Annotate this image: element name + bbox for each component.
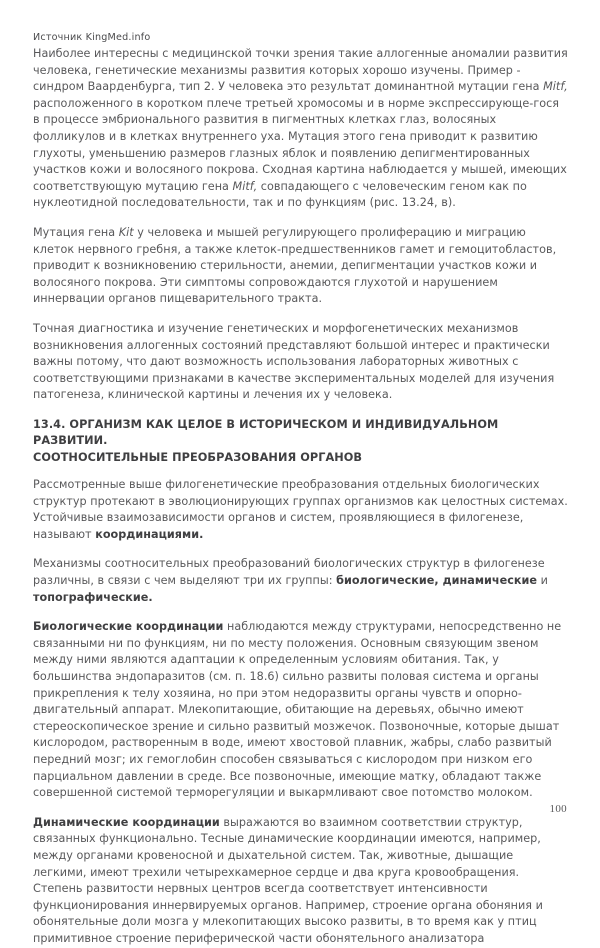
paragraph	[33, 527, 568, 544]
page-number: 100	[549, 803, 567, 815]
text-run: выражаются во взаимном соответствии структур, связанных функционально. Тесные динамические координации имеются, например, между органами кровеносной и дыхательной систем. Так, животные, дышащие легкими, имеют трехили четырехкамерное сердце и два круга кровообращения. Степень развитости нервных центров всегда соответствует интенсивности функционирования иннервируемых органов. Например, строение органа обоняния и обонятельные доли мозга у млекопитающих высоко развиты, в то время как у птиц примитивное строение периферической части обонятельного анализатора	[33, 815, 543, 945]
text-run: Наиболее интересны с медицинской точки зрения такие аллогенные аномалии развития человека, генетические механизмы развития которых хорошо изучены. Пример - синдром Ваарденбурга, тип 2. У человека это результат доминантной мутации гена	[33, 47, 568, 94]
paragraph	[33, 321, 568, 404]
body-text-top	[33, 46, 568, 404]
paragraph	[33, 225, 568, 308]
paragraph	[33, 46, 568, 212]
text-run: совпадающего с человеческим геном как по нуклеотидной последовательности, так и по функциям (рис. 13.24, в).	[33, 179, 527, 210]
bold-run: топографические.	[33, 590, 153, 604]
paragraph	[33, 619, 568, 802]
italic-run: Kit	[118, 225, 134, 239]
paragraph	[33, 556, 568, 606]
text-run: Точная диагностика и изучение генетических и морфогенетических механизмов возникновения аллогенных состояний представляют большой интерес и практически важны потому, что дают возможность использования лабораторных животных с соответствующими признаками в качестве экспериментальных моделей для изучения патогенеза, клинической картины и лечения их у человека.	[33, 321, 555, 402]
text-run: Рассмотренные выше филогенетические преобразования отдельных биологических структур протекают в эволюционирующих группах организмов как целостных системах. Устойчивые взаимозависимости органов и систем, проявляющиеся в филогенезе,	[33, 478, 568, 525]
text-run: у человека и мышей регулирующего пролиферацию и миграцию клеток нервного гребня, а также клеток-предшественников гамет и гемоцитобластов, приводит к возникновению стерильности, анемии, депигментации участков кожи и волосяного покрова. Эти симптомы сопровождаются глухотой и нарушением иннервации органов пищеварительного тракта.	[33, 225, 557, 306]
bold-run: Динамические координации	[33, 815, 220, 829]
text-run: расположенного в коротком плече третьей хромосомы и в норме экспрессирующе-гося в процессе эмбрионального развития в пигментных клетках глаз, волосяных фолликулов и в клетках внутреннего уха. Мутация этого гена приводит к развитию глухоты, уменьшению размеров глазных яблок и появлению депигментированных участков кожи и волосяного покрова. Сходная картина наблюдается у мышей, имеющих соответствующую мутацию гена	[33, 96, 567, 193]
bold-run: Биологические координации	[33, 620, 224, 634]
source-attribution: Источник KingMed.info	[33, 32, 151, 43]
text-run: наблюдаются между структурами, непосредственно не связанными ни по функциям, ни по месту положения. Основным связующим звеном между ними являются адаптации к определенным условиям обитания. Так, у большинства эндопаразитов (см. п. 18.6) сильно развиты половая система и органы прикрепления к телу хозяина, но при этом недоразвиты органы чувств и опорно-двигательный аппарат. Млекопитающие, обитающие на деревьях, обычно имеют стереоскопическое зрение и сильно развитый мозжечок. Позвоночные, которые дышат кислородом, растворенным в воде, имеют хвостовой плавник, жабры, слабо развитый передний мозг; их гемоглобин способен связываться с кислородом при низком его парциальном давлении в среде. Все позвоночные, имеющие матку, обладают также совершенной системой терморегуляции и выкармливают свое потомство молоком.	[33, 620, 562, 800]
paragraph	[33, 477, 568, 527]
section-heading	[33, 417, 568, 466]
italic-run: Mitf,	[543, 80, 568, 94]
body-text-bottom	[33, 477, 568, 947]
italic-run: Mitf,	[232, 179, 258, 193]
text-run: Мутация гена	[33, 225, 119, 239]
bold-run: координациями.	[95, 527, 204, 541]
text-run: называют	[33, 527, 96, 541]
paragraph	[33, 815, 568, 948]
bold-run: биологические, динамические	[336, 574, 538, 588]
section-heading-line-1: 13.4. ОРГАНИЗМ КАК ЦЕЛОЕ В ИСТОРИЧЕСКОМ И ИНДИВИДУАЛЬНОМ РАЗВИТИИ.	[33, 417, 499, 448]
text-run: и	[537, 574, 548, 588]
section-heading-line-2: СООТНОСИТЕЛЬНЫЕ ПРЕОБРАЗОВАНИЯ ОРГАНОВ	[33, 450, 363, 464]
text-run: Механизмы соотносительных преобразований биологических структур в филогенезе различны, в связи с чем выделяют три их группы:	[33, 557, 545, 588]
